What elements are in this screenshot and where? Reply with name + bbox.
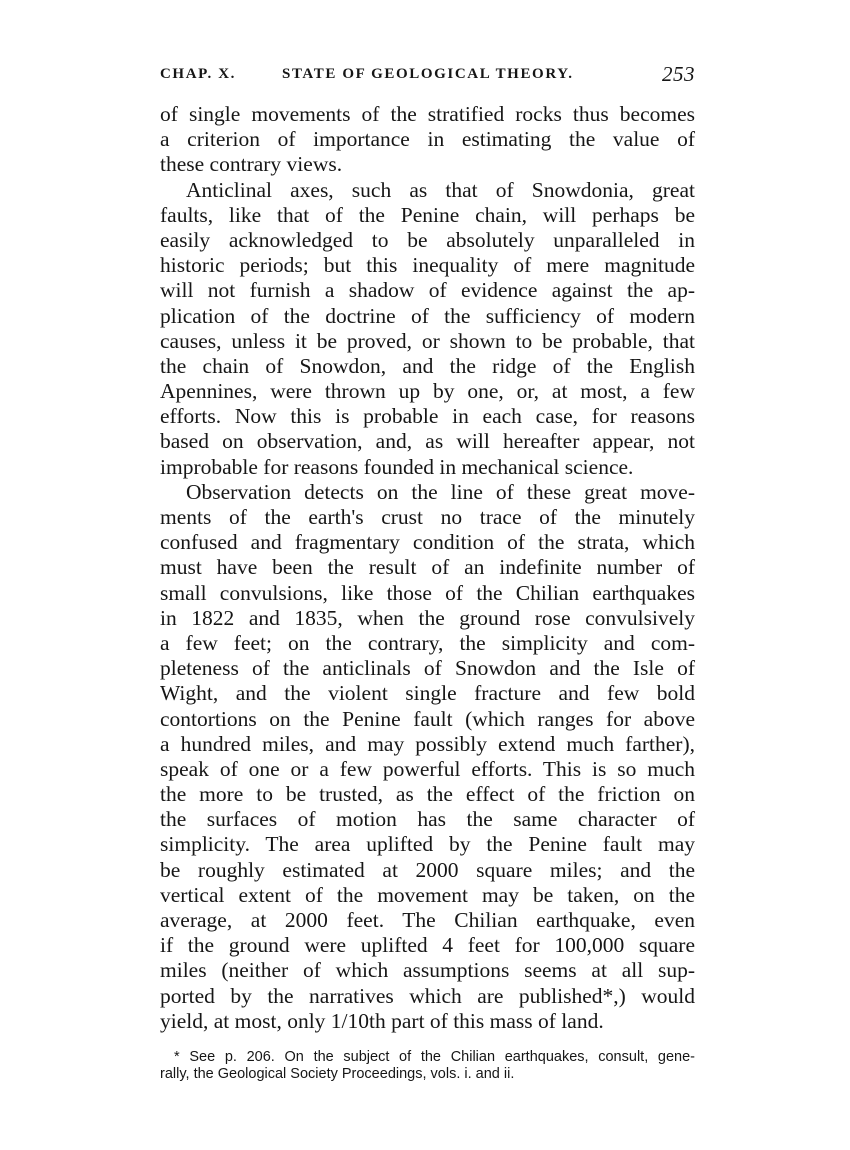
text-line: Wight, and the violent single fracture and few bold <box>160 681 695 706</box>
text-line: based on observation, and, as will hereafter appear, not <box>160 429 695 454</box>
text-line: efforts. Now this is probable in each case, for reasons <box>160 404 695 429</box>
text-line: a hundred miles, and may possibly extend much farther), <box>160 731 695 756</box>
text-line: be roughly estimated at 2000 square miles; and the <box>160 857 695 882</box>
text-line: in 1822 and 1835, when the ground rose convulsively <box>160 605 695 630</box>
text-line: Anticlinal axes, such as that of Snowdonia, great <box>186 177 695 202</box>
text-line: will not furnish a shadow of evidence against the ap- <box>160 278 695 303</box>
text-line: simplicity. The area uplifted by the Penine fault may <box>160 832 695 857</box>
text-line: contortions on the Penine fault (which ranges for above <box>160 706 695 731</box>
text-line: Observation detects on the line of these great move- <box>186 479 695 504</box>
text-line: must have been the result of an indefinite number of <box>160 555 695 580</box>
text-line: faults, like that of the Penine chain, will perhaps be <box>160 202 695 227</box>
footnote-line: * See p. 206. On the subject of the Chilian earthquakes, consult, gene- <box>174 1049 695 1065</box>
chapter-label: CHAP. X. <box>160 66 237 82</box>
text-line: the chain of Snowdon, and the ridge of the English <box>160 353 695 378</box>
page-number: 253 <box>662 62 695 86</box>
text-line: ments of the earth's crust no trace of the minutely <box>160 505 695 529</box>
text-line: these contrary views. <box>160 152 343 177</box>
text-line: confused and fragmentary condition of the strata, which <box>160 530 695 555</box>
text-line: if the ground were uplifted 4 feet for 100,000 square <box>160 933 695 958</box>
text-line: plication of the doctrine of the sufficiency of modern <box>160 303 695 328</box>
text-line: improbable for reasons founded in mechanical science. <box>160 454 634 479</box>
text-line: vertical extent of the movement may be taken, on the <box>160 882 695 907</box>
text-line: a criterion of importance in estimating the value of <box>160 127 695 152</box>
text-line: the more to be trusted, as the effect of the friction on <box>160 782 695 807</box>
text-line: of single movements of the stratified rocks thus becomes <box>160 102 695 126</box>
text-line: ported by the narratives which are published*,) would <box>160 983 695 1008</box>
text-line: speak of one or a few powerful efforts. This is so much <box>160 756 695 781</box>
text-line: average, at 2000 feet. The Chilian earthquake, even <box>160 908 695 932</box>
text-line: miles (neither of which assumptions seems at all sup- <box>160 958 695 983</box>
text-line: pleteness of the anticlinals of Snowdon and the Isle of <box>160 656 695 681</box>
footnote-line: rally, the Geological Society Proceedings, vols. i. and ii. <box>160 1066 515 1082</box>
text-line: historic periods; but this inequality of mere magnitude <box>160 253 695 278</box>
text-line: yield, at most, only 1/10th part of this mass of land. <box>160 1008 604 1033</box>
text-line: easily acknowledged to be absolutely unparalleled in <box>160 227 695 252</box>
text-line: causes, unless it be proved, or shown to be probable, that <box>160 328 695 353</box>
running-head <box>160 64 695 88</box>
running-title: STATE OF GEOLOGICAL THEORY. <box>282 66 574 82</box>
body-text <box>160 102 695 1034</box>
footnote <box>160 1049 695 1083</box>
text-line: Apennines, were thrown up by one, or, at most, a few <box>160 379 695 404</box>
text-line: the surfaces of motion has the same character of <box>160 807 695 832</box>
text-line: a few feet; on the contrary, the simplicity and com- <box>160 630 695 655</box>
text-line: small convulsions, like those of the Chilian earthquakes <box>160 580 695 605</box>
